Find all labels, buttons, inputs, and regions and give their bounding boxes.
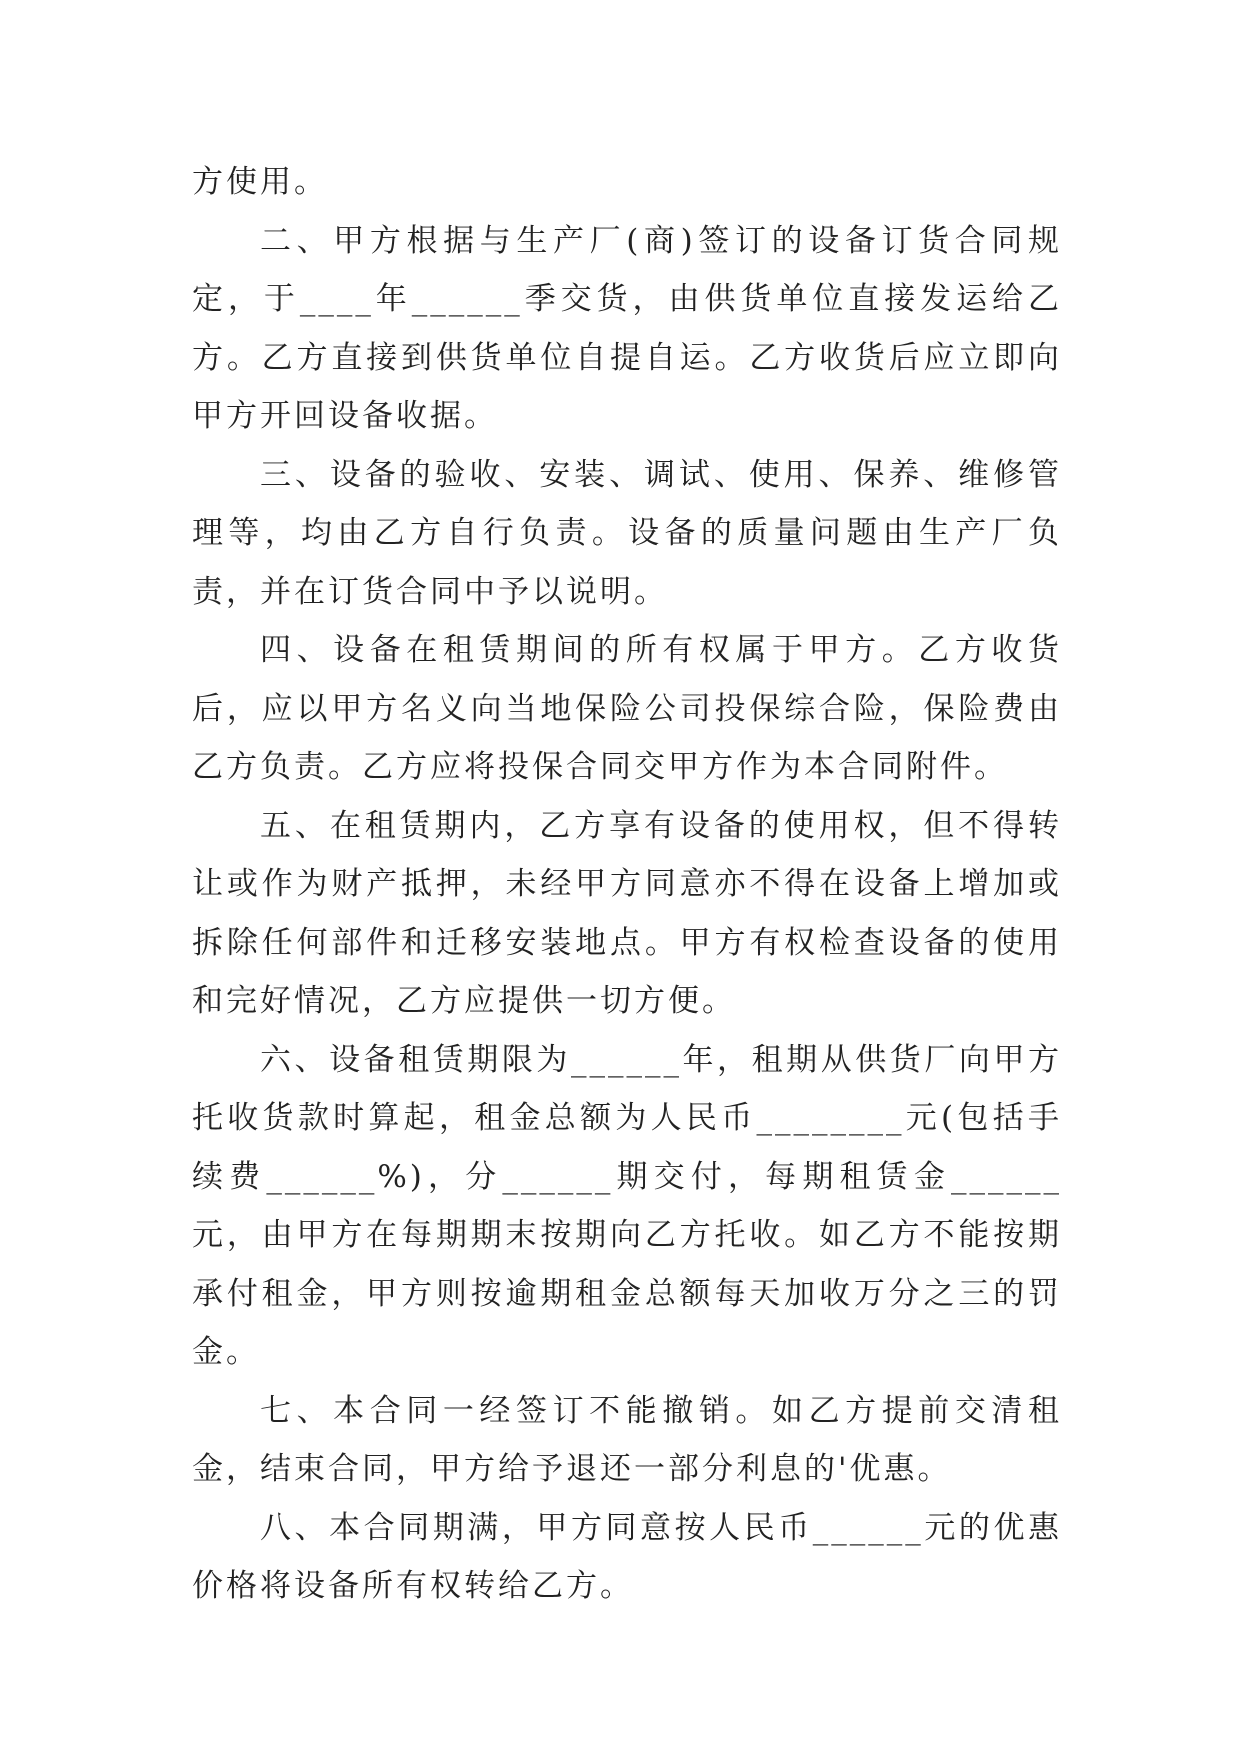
clause-3: 三、设备的验收、安装、调试、使用、保养、维修管理等，均由乙方自行负责。设备的质量问题由生产厂负责，并在订货合同中予以说明。 [192, 456, 1062, 610]
clause-8: 八、本合同期满，甲方同意按人民币______元的优惠价格将设备所有权转给乙方。 [192, 1509, 1062, 1604]
clause-2: 二、甲方根据与生产厂(商)签订的设备订货合同规定，于____年______季交货，由供货单位直接发运给乙方。乙方直接到供货单位自提自运。乙方收货后应立即向甲方开回设备收据。 [192, 222, 1062, 434]
paragraph-continuation: 方使用。 [192, 164, 328, 200]
clause-5: 五、在租赁期内，乙方享有设备的使用权，但不得转让或作为财产抵押，未经甲方同意亦不得在设备上增加或拆除任何部件和迁移安装地点。甲方有权检查设备的使用和完好情况，乙方应提供一切方便。 [192, 807, 1062, 1019]
clause-4: 四、设备在租赁期间的所有权属于甲方。乙方收货后，应以甲方名义向当地保险公司投保综合险，保险费由乙方负责。乙方应将投保合同交甲方作为本合同附件。 [192, 632, 1062, 785]
clause-6: 六、设备租赁期限为______年，租期从供货厂向甲方托收货款时算起，租金总额为人民币________元(包括手续费______%)，分______期交付，每期租赁金______元，由甲方在每期期末按期向乙方托收。如乙方不能按期承付租金，甲方则按逾期租金总额每天加收万分之三的罚金。 [192, 1041, 1062, 1370]
contract-body [192, 153, 1062, 1616]
clause-7: 七、本合同一经签订不能撤销。如乙方提前交清租金，结束合同，甲方给予退还一部分利息的'优惠。 [192, 1392, 1062, 1487]
